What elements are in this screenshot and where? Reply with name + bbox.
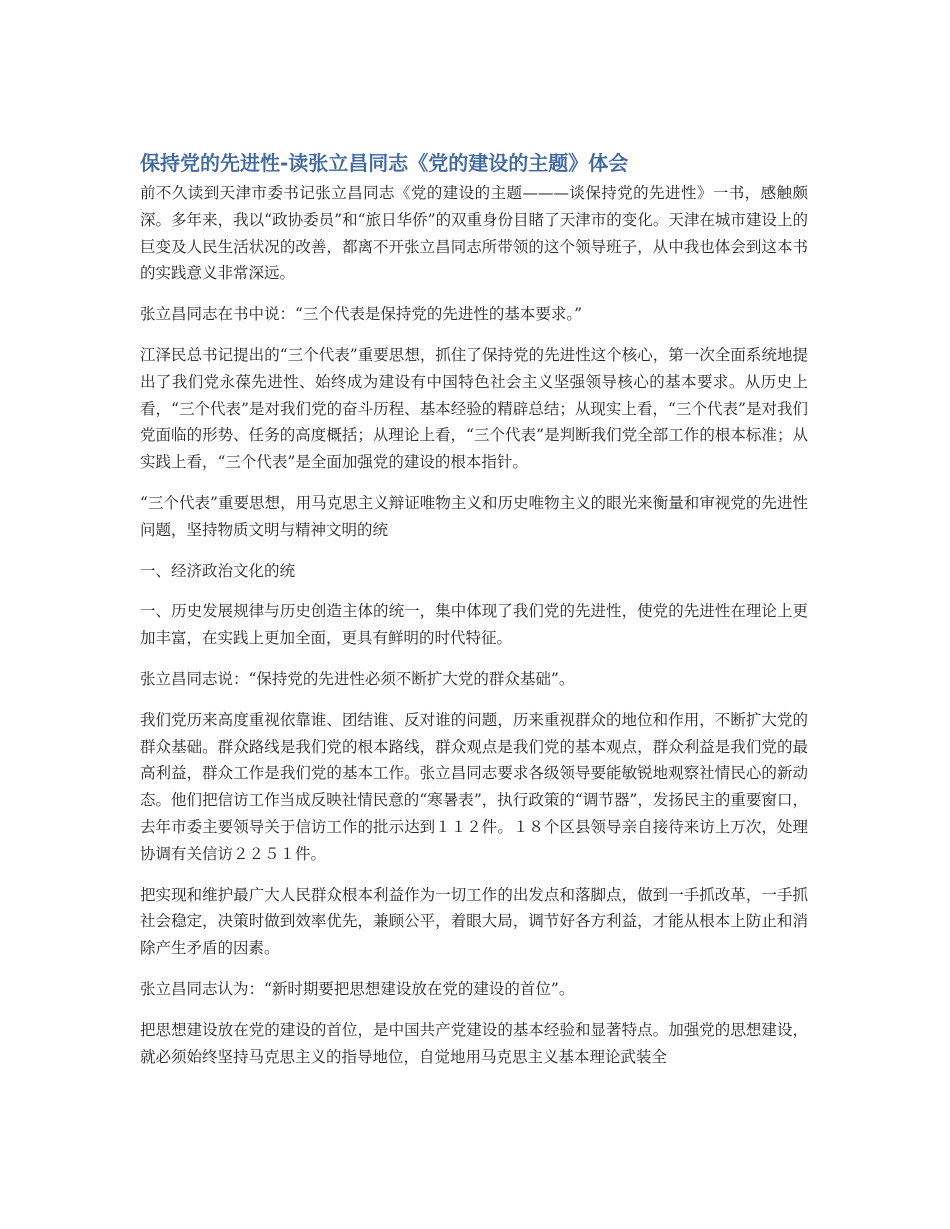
document-page [140,148,808,1084]
paragraph: “三个代表”重要思想，用马克思主义辩证唯物主义和历史唯物主义的眼光来衡量和审视党的先进性问题，坚持物质文明与精神文明的统 [140,493,808,539]
paragraph: 前不久读到天津市委书记张立昌同志《党的建设的主题———谈保持党的先进性》一书，感触颇深。多年来，我以“政协委员”和“旅日华侨”的双重身份目睹了天津市的变化。天津在城市建设上的巨变及人民生活状况的改善，都离不开张立昌同志所带领的这个领导班子，从中我也体会到这本书的实践意义非常深远。 [140,184,808,283]
paragraph: 把思想建设放在党的建设的首位，是中国共产党建设的基本经验和显著特点。加强党的思想建设，就必须始终坚持马克思主义的指导地位，自觉地用马克思主义基本理论武装全 [140,1020,808,1066]
paragraph: 张立昌同志认为：“新时期要把思想建设放在党的建设的首位”。 [140,979,575,998]
paragraph: 把实现和维护最广大人民群众根本利益作为一切工作的出发点和落脚点，做到一手抓改革，一手抓社会稳定，决策时做到效率优先，兼顾公平，着眼大局，调节好各方利益，才能从根本上防止和消除产生矛盾的因素。 [140,885,808,958]
paragraph: 张立昌同志在书中说：“三个代表是保持党的先进性的基本要求。” [140,305,583,324]
paragraph: 我们党历来高度重视依靠谁、团结谁、反对谁的问题，历来重视群众的地位和作用，不断扩大党的群众基础。群众路线是我们党的根本路线，群众观点是我们党的基本观点，群众利益是我们党的最高利益，群众工作是我们党的基本工作。张立昌同志要求各级领导要能敏锐地观察社情民心的新动态。他们把信访工作当成反映社情民意的“寒暑表”，执行政策的“调节器”，发扬民主的重要窗口，去年市委主要领导关于信访工作的批示达到１１２件。１８个区县领导亲自接待来访上万次，处理协调有关信访２２５１件。 [140,710,808,863]
document-title: 保持党的先进性-读张立昌同志《党的建设的主题》体会 [140,151,629,175]
paragraph: 张立昌同志说：“保持党的先进性必须不断扩大党的群众基础”。 [140,669,575,688]
section-heading: 一、经济政治文化的统 [140,561,296,580]
paragraph: 江泽民总书记提出的“三个代表”重要思想，抓住了保持党的先进性这个核心，第一次全面系统地提出了我们党永葆先进性、始终成为建设有中国特色社会主义坚强领导核心的基本要求。从历史上看，“三个代表”是对我们党的奋斗历程、基本经验的精辟总结；从现实上看，“三个代表”是对我们党面临的形势、任务的高度概括；从理论上看，“三个代表”是判断我们党全部工作的根本标准；从实践上看，“三个代表”是全面加强党的建设的根本指针。 [140,345,808,472]
paragraph: 一、历史发展规律与历史创造主体的统一，集中体现了我们党的先进性，使党的先进性在理论上更加丰富，在实践上更加全面，更具有鲜明的时代特征。 [140,602,808,648]
